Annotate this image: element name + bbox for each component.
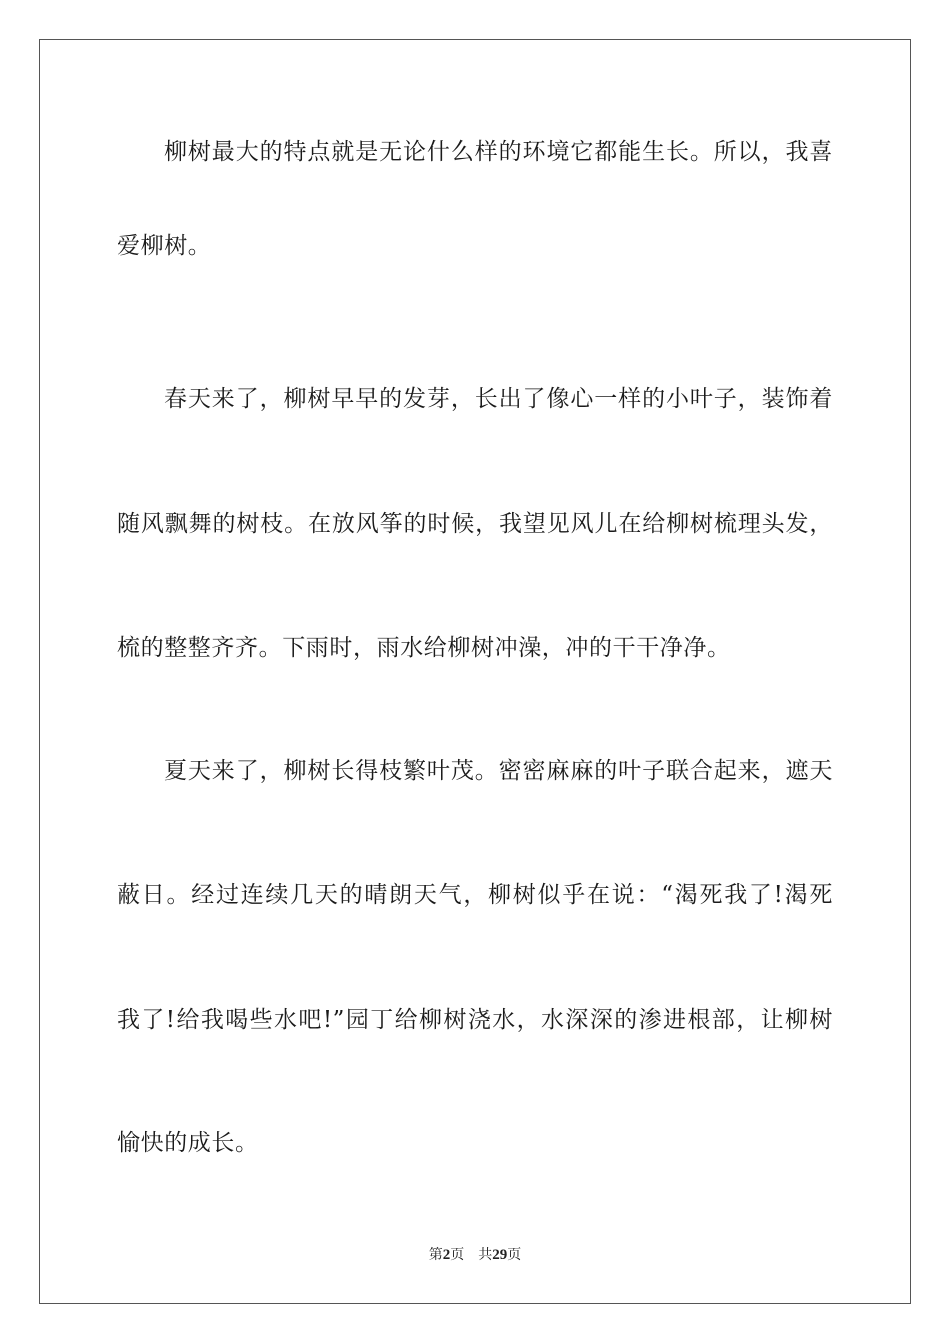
- paragraph-line: 爱柳树。: [117, 233, 212, 259]
- paragraph-line: 随风飘舞的树枝。在放风筝的时候，我望见风儿在给柳树梳理头发，: [117, 511, 833, 537]
- total-prefix: 共: [478, 1247, 493, 1263]
- page-suffix: 页: [450, 1247, 465, 1263]
- paragraph-line: 梳的整整齐齐。下雨时，雨水给柳树冲澡，冲的干干净净。: [117, 635, 731, 661]
- paragraph-line: 我了!给我喝些水吧!”园丁给柳树浇水，水深深的渗进根部，让柳树: [117, 1007, 833, 1033]
- page-prefix: 第: [428, 1247, 443, 1263]
- paragraph-line: 春天来了，柳树早早的发芽，长出了像心一样的小叶子，装饰着: [164, 386, 833, 412]
- page-border: [39, 39, 911, 1304]
- paragraph-line: 蔽日。经过连续几天的晴朗天气，柳树似乎在说：“渴死我了!渴死: [117, 882, 833, 908]
- total-suffix: 页: [507, 1247, 522, 1263]
- page-number: 2: [442, 1247, 451, 1263]
- total-pages: 29: [492, 1247, 508, 1263]
- paragraph-line: 夏天来了，柳树长得枝繁叶茂。密密麻麻的叶子联合起来，遮天: [164, 758, 833, 784]
- paragraph-line: 愉快的成长。: [117, 1130, 259, 1156]
- paragraph-line: 柳树最大的特点就是无论什么样的环境它都能生长。所以，我喜: [164, 139, 833, 165]
- page-footer: [0, 1246, 950, 1264]
